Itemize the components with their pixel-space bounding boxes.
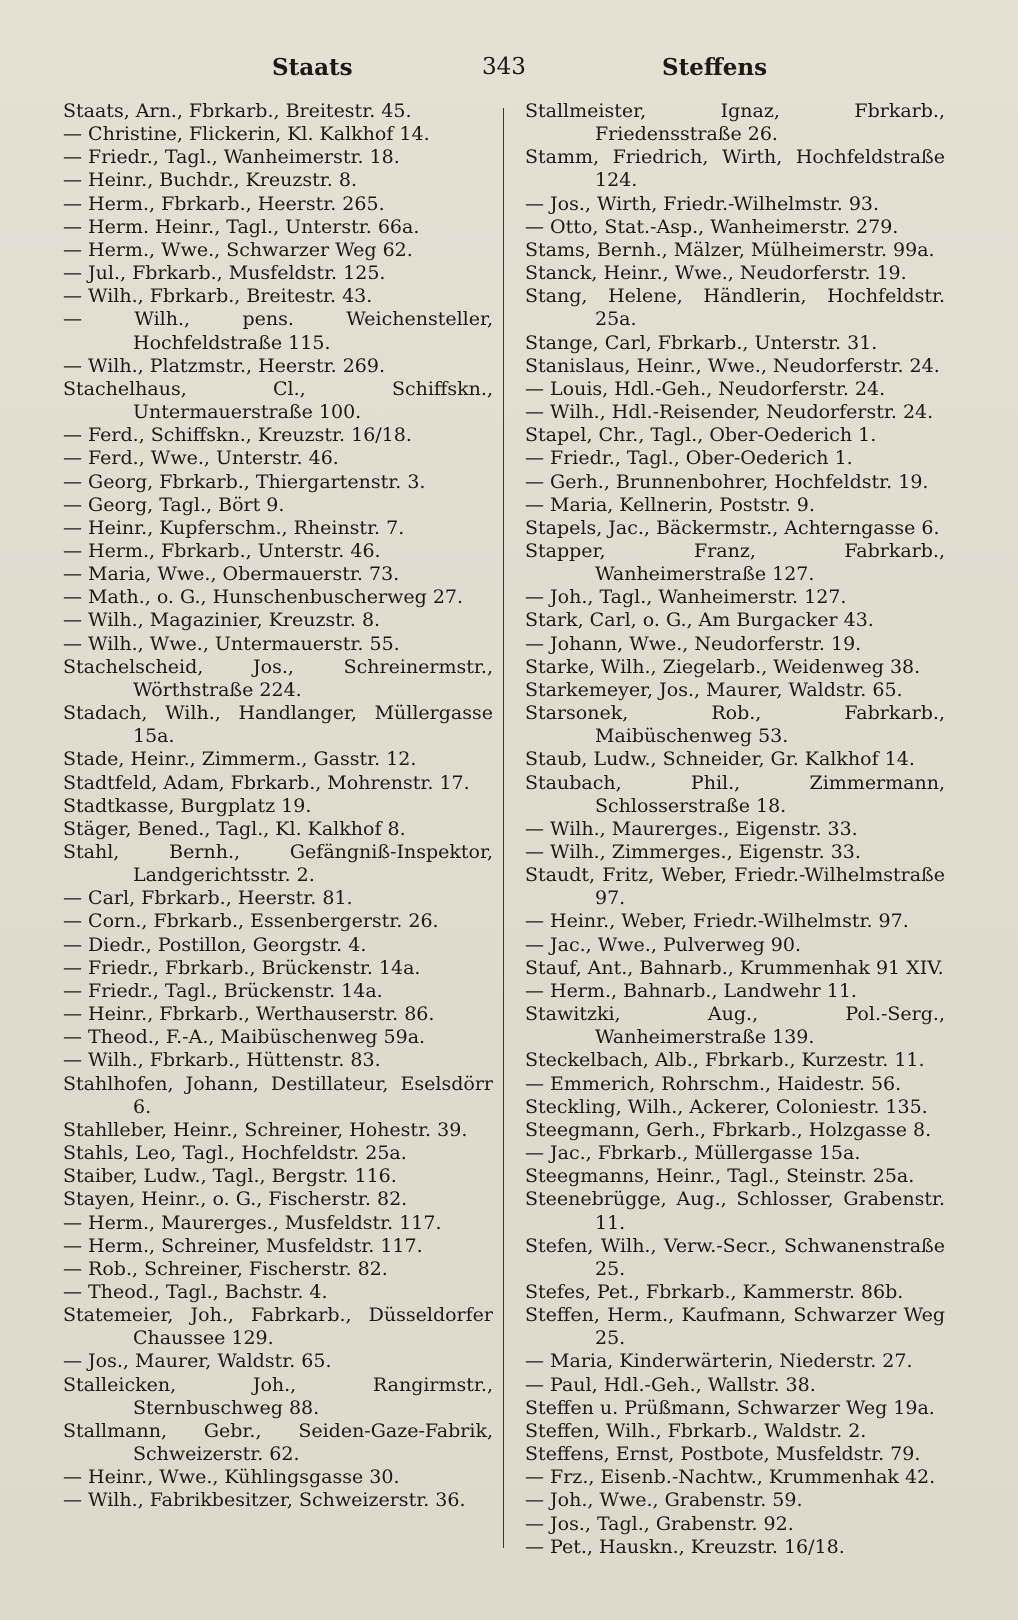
directory-entry: Staiber, Ludw., Tagl., Bergstr. 116. [63, 1165, 397, 1188]
directory-entry: Steffens, Ernst, Postbote, Musfeldstr. 79. [525, 1443, 921, 1466]
directory-entry: — Wilh., Wwe., Untermauerstr. 55. [63, 632, 400, 655]
directory-entry: — Carl, Fbrkarb., Heerstr. 81. [63, 887, 353, 910]
directory-entry: Starsonek, Rob., Fabrkarb., Maibüschenweg 53. [525, 702, 945, 748]
directory-entry: — Wilh., Hdl.-Reisender, Neudorferstr. 24. [525, 401, 934, 424]
directory-entry: Steenebrügge, Aug., Schlosser, Grabenstr. 11. [525, 1188, 945, 1234]
directory-entry: — Wilh., Fbrkarb., Breitestr. 43. [63, 285, 373, 308]
directory-entry: — Heinr., Kupferschm., Rheinstr. 7. [63, 516, 405, 539]
directory-entry: — Wilh., Fabrikbesitzer, Schweizerstr. 36. [63, 1489, 466, 1512]
directory-entry: — Jac., Fbrkarb., Müllergasse 15a. [525, 1142, 861, 1165]
directory-entry: Stark, Carl, o. G., Am Burgacker 43. [525, 609, 874, 632]
directory-entry: — Friedr., Fbrkarb., Brückenstr. 14a. [63, 956, 421, 979]
directory-entry: — Herm., Maurerges., Musfeldstr. 117. [63, 1211, 442, 1234]
directory-entry: Staats, Arn., Fbrkarb., Breitestr. 45. [63, 100, 412, 122]
directory-entry: Stauf, Ant., Bahnarb., Krummenhak 91 XIV. [525, 956, 944, 979]
directory-entry: — Pet., Hauskn., Kreuzstr. 16/18. [525, 1535, 845, 1558]
directory-entry: Staub, Ludw., Schneider, Gr. Kalkhof 14. [525, 748, 915, 771]
directory-entry: — Maria, Kinderwärterin, Niederstr. 27. [525, 1350, 913, 1373]
directory-entry: — Rob., Schreiner, Fischerstr. 82. [63, 1257, 388, 1280]
directory-entry: Stapels, Jac., Bäckermstr., Achterngasse 6. [525, 516, 940, 539]
directory-entry: — Jul., Fbrkarb., Musfeldstr. 125. [63, 262, 386, 285]
directory-entry: Stams, Bernh., Mälzer, Mülheimerstr. 99a. [525, 238, 935, 261]
directory-entry: — Friedr., Tagl., Brückenstr. 14a. [63, 979, 383, 1002]
directory-entry: — Herm., Fbrkarb., Heerstr. 265. [63, 192, 385, 215]
directory-entry: — Jos., Wirth, Friedr.-Wilhelmstr. 93. [525, 192, 880, 215]
directory-entry: — Wilh., Maurerges., Eigenstr. 33. [525, 817, 858, 840]
directory-entry: — Jos., Maurer, Waldstr. 65. [63, 1350, 332, 1373]
directory-entry: — Wilh., Platzmstr., Heerstr. 269. [63, 354, 385, 377]
directory-entry: Stawitzki, Aug., Pol.-Serg., Wanheimerstraße 139. [525, 1003, 945, 1049]
header-right-keyword: Steffens [662, 54, 768, 81]
directory-entry: Stamm, Friedrich, Wirth, Hochfeldstraße 124. [525, 146, 945, 192]
directory-entry: — Math., o. G., Hunschenbuscherweg 27. [63, 586, 464, 609]
directory-entry: Stapper, Franz, Fabrkarb., Wanheimerstraße 127. [525, 539, 945, 586]
directory-entry: — Paul, Hdl.-Geh., Wallstr. 38. [525, 1373, 816, 1396]
directory-entry: — Wilh., Fbrkarb., Hüttenstr. 83. [63, 1049, 381, 1072]
directory-entry: — Georg, Fbrkarb., Thiergartenstr. 3. [63, 470, 426, 493]
directory-entry: — Jos., Tagl., Grabenstr. 92. [525, 1512, 794, 1535]
directory-entry: — Maria, Wwe., Obermauerstr. 73. [63, 563, 400, 586]
directory-entry: Steegmann, Gerh., Fbrkarb., Holzgasse 8. [525, 1118, 932, 1141]
directory-entry: Stang, Helene, Händlerin, Hochfeldstr. 25a. [525, 285, 945, 331]
directory-entry: — Theod., Tagl., Bachstr. 4. [63, 1280, 328, 1303]
directory-entry: — Wilh., Magazinier, Kreuzstr. 8. [63, 609, 381, 632]
page-header [0, 50, 1018, 90]
directory-entry: Steffen u. Prüßmann, Schwarzer Weg 19a. [525, 1396, 935, 1419]
directory-entry: — Theod., F.-A., Maibüschenweg 59a. [63, 1026, 426, 1049]
directory-entry: — Joh., Tagl., Wanheimerstr. 127. [525, 586, 847, 609]
directory-entry: — Heinr., Weber, Friedr.-Wilhelmstr. 97. [525, 910, 909, 933]
directory-entry: — Ferd., Wwe., Unterstr. 46. [63, 447, 339, 470]
directory-entry: — Johann, Wwe., Neudorferstr. 19. [525, 632, 862, 655]
directory-entry: Stadach, Wilh., Handlanger, Müllergasse 15a. [63, 702, 493, 748]
directory-entry: Starkemeyer, Jos., Maurer, Waldstr. 65. [525, 678, 903, 701]
directory-entry: Stade, Heinr., Zimmerm., Gasstr. 12. [63, 748, 417, 771]
directory-entry: — Wilh., pens. Weichensteller, Hochfeldstraße 115. [63, 308, 493, 354]
directory-entry: — Joh., Wwe., Grabenstr. 59. [525, 1489, 803, 1512]
directory-entry: Stäger, Bened., Tagl., Kl. Kalkhof 8. [63, 817, 406, 840]
directory-entry: Stapel, Chr., Tagl., Ober-Oederich 1. [525, 424, 877, 447]
directory-entry: Stachelscheid, Jos., Schreinermstr., Wörthstraße 224. [63, 655, 493, 701]
directory-entry: Steegmanns, Heinr., Tagl., Steinstr. 25a. [525, 1165, 915, 1188]
directory-entry: — Heinr., Wwe., Kühlingsgasse 30. [63, 1466, 400, 1489]
directory-entry: Staudt, Fritz, Weber, Friedr.-Wilhelmstraße 97. [525, 864, 945, 910]
directory-entry: Stallmann, Gebr., Seiden-Gaze-Fabrik, Schweizerstr. 62. [63, 1419, 493, 1466]
directory-entry: Stalleicken, Joh., Rangirmstr., Sternbuschweg 88. [63, 1373, 493, 1419]
right-column [525, 100, 945, 1559]
directory-entry: Stayen, Heinr., o. G., Fischerstr. 82. [63, 1188, 408, 1211]
directory-entry: Stachelhaus, Cl., Schiffskn., Untermauerstraße 100. [63, 377, 493, 424]
directory-entry: — Ferd., Schiffskn., Kreuzstr. 16/18. [63, 424, 412, 447]
directory-entry: — Herm. Heinr., Tagl., Unterstr. 66a. [63, 215, 420, 238]
directory-entry: — Herm., Fbrkarb., Unterstr. 46. [63, 539, 381, 562]
directory-entry: — Georg, Tagl., Bört 9. [63, 493, 285, 516]
directory-entry: Staubach, Phil., Zimmermann, Schlosserstraße 18. [525, 771, 945, 817]
directory-entry: — Wilh., Zimmerges., Eigenstr. 33. [525, 841, 861, 863]
directory-entry: Stefes, Pet., Fbrkarb., Kammerstr. 86b. [525, 1280, 904, 1303]
directory-entry: — Gerh., Brunnenbohrer, Hochfeldstr. 19. [525, 470, 929, 493]
directory-entry: — Diedr., Postillon, Georgstr. 4. [63, 933, 367, 956]
directory-entry: — Herm., Wwe., Schwarzer Weg 62. [63, 238, 413, 261]
directory-entry: — Heinr., Fbrkarb., Werthauserstr. 86. [63, 1003, 435, 1026]
directory-entry: — Heinr., Buchdr., Kreuzstr. 8. [63, 169, 357, 192]
directory-entry: — Friedr., Tagl., Ober-Oederich 1. [525, 447, 853, 470]
directory-entry: Stadtfeld, Adam, Fbrkarb., Mohrenstr. 17. [63, 771, 470, 794]
directory-entry: Steffen, Wilh., Fbrkarb., Waldstr. 2. [525, 1419, 867, 1442]
column-divider [503, 108, 504, 1548]
directory-entry: — Emmerich, Rohrschm., Haidestr. 56. [525, 1072, 902, 1095]
directory-entry: Stahls, Leo, Tagl., Hochfeldstr. 25a. [63, 1142, 407, 1165]
left-column [63, 100, 493, 1513]
directory-entry: Stallmeister, Ignaz, Fbrkarb., Friedensstraße 26. [525, 100, 945, 146]
directory-entry: — Louis, Hdl.-Geh., Neudorferstr. 24. [525, 377, 886, 400]
directory-entry: — Otto, Stat.-Asp., Wanheimerstr. 279. [525, 215, 899, 238]
directory-entry: Steckling, Wilh., Ackerer, Coloniestr. 135. [525, 1095, 928, 1118]
directory-entry: — Herm., Schreiner, Musfeldstr. 117. [63, 1234, 423, 1257]
directory-entry: Steffen, Herm., Kaufmann, Schwarzer Weg 25. [525, 1304, 945, 1350]
directory-entry: — Maria, Kellnerin, Poststr. 9. [525, 493, 815, 516]
directory-entry: — Friedr., Tagl., Wanheimerstr. 18. [63, 146, 400, 169]
directory-entry: Stanck, Heinr., Wwe., Neudorferstr. 19. [525, 262, 907, 285]
directory-entry: Stadtkasse, Burgplatz 19. [63, 794, 312, 817]
directory-entry: — Corn., Fbrkarb., Essenbergerstr. 26. [63, 910, 439, 933]
directory-entry: Statemeier, Joh., Fabrkarb., Düsseldorfer Chaussee 129. [63, 1304, 493, 1350]
directory-entry: Stahlleber, Heinr., Schreiner, Hohestr. 39. [63, 1118, 468, 1141]
directory-entry: — Jac., Wwe., Pulverweg 90. [525, 933, 801, 956]
directory-entry: Starke, Wilh., Ziegelarb., Weidenweg 38. [525, 655, 921, 678]
directory-entry: — Christine, Flickerin, Kl. Kalkhof 14. [63, 123, 430, 146]
directory-entry: Stanislaus, Heinr., Wwe., Neudorferstr. 24. [525, 354, 940, 377]
directory-entry: — Herm., Bahnarb., Landwehr 11. [525, 979, 857, 1002]
directory-entry: Steckelbach, Alb., Fbrkarb., Kurzestr. 11. [525, 1049, 925, 1072]
directory-entry: Stahlhofen, Johann, Destillateur, Eselsdörr 6. [63, 1072, 493, 1118]
directory-entry: Stange, Carl, Fbrkarb., Unterstr. 31. [525, 331, 878, 354]
page-number: 343 [482, 54, 526, 80]
directory-entry: Stefen, Wilh., Verw.-Secr., Schwanenstraße 25. [525, 1234, 945, 1280]
header-left-keyword: Staats [272, 54, 353, 81]
directory-entry: Stahl, Bernh., Gefängniß-Inspektor, Landgerichtsstr. 2. [63, 841, 493, 887]
directory-entry: — Frz., Eisenb.-Nachtw., Krummenhak 42. [525, 1466, 936, 1489]
